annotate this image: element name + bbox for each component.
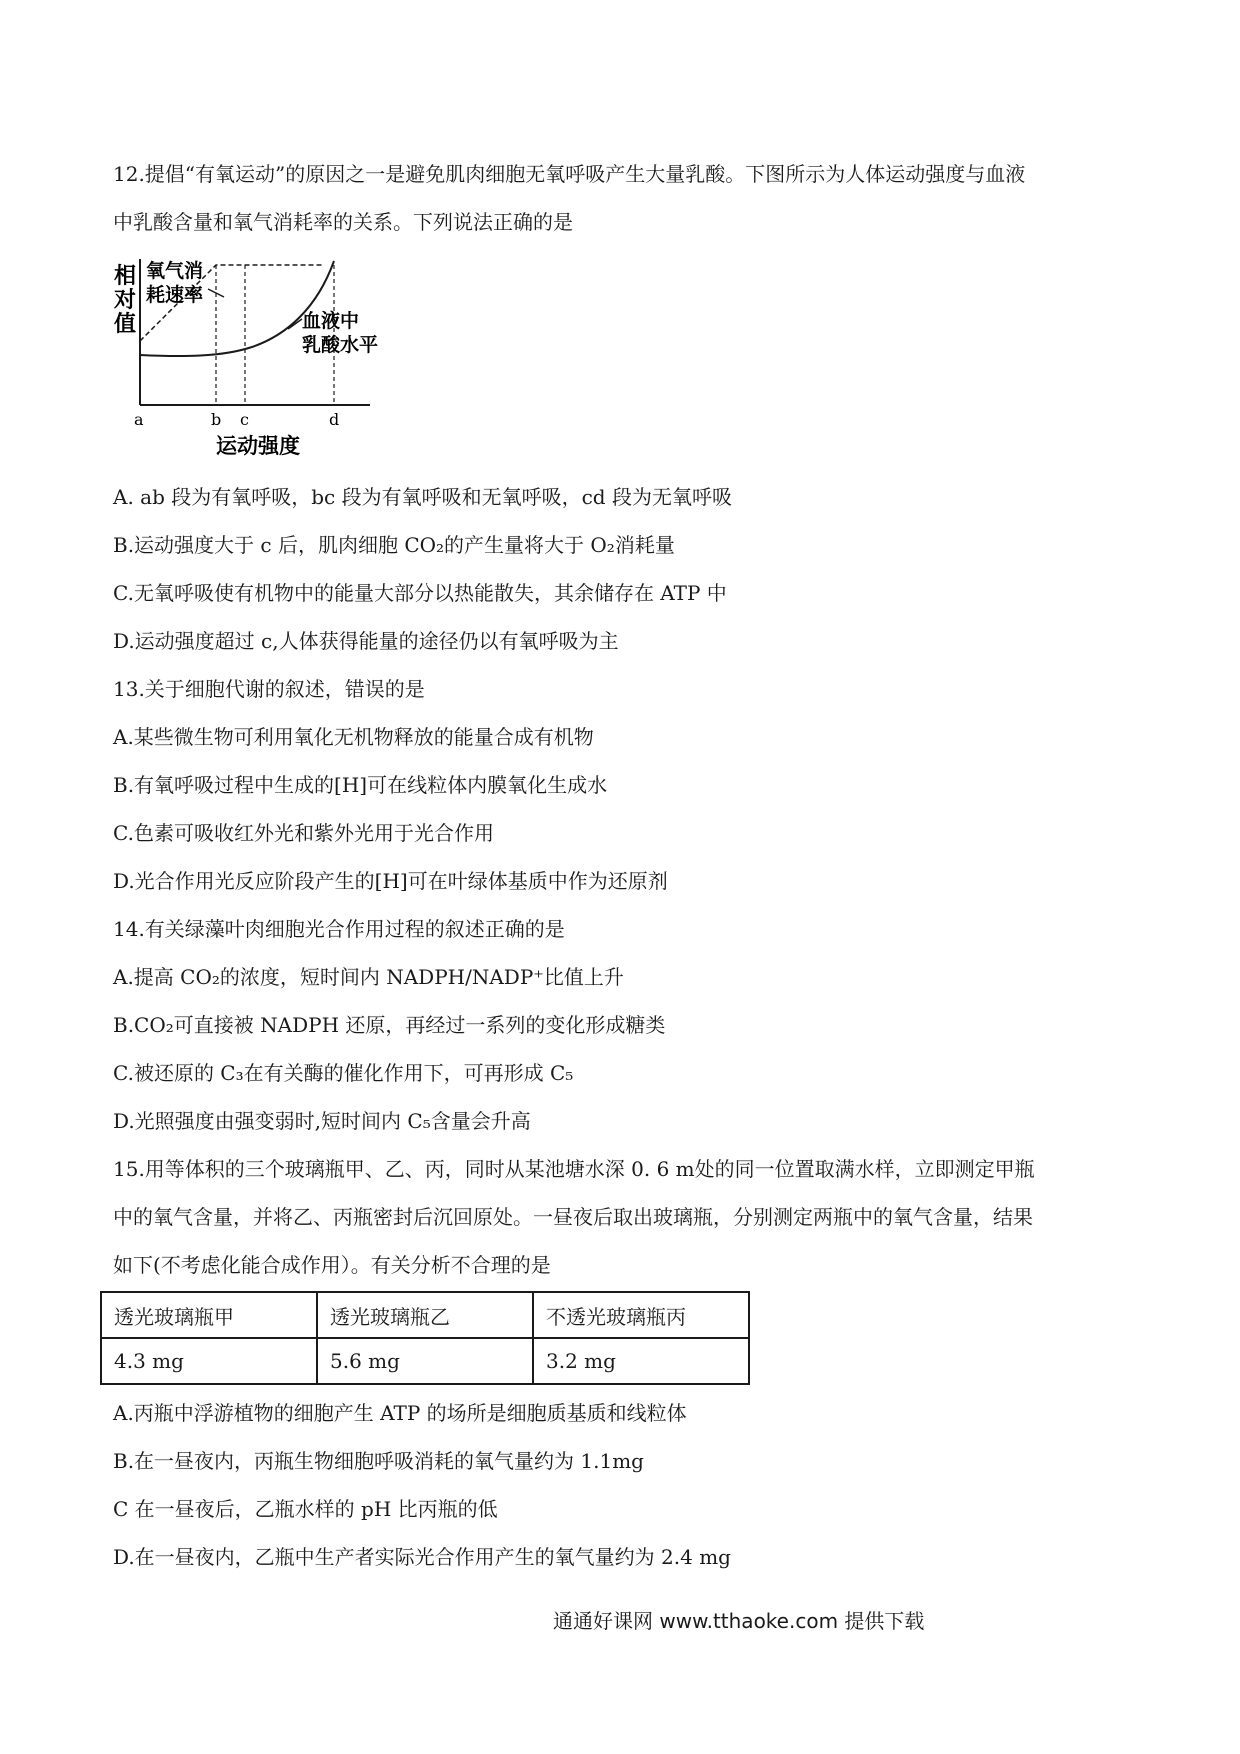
lactate-label-1: 血液中 [302, 310, 360, 332]
tick-a: a [134, 410, 144, 429]
q12-figure [112, 253, 442, 467]
q15-option-a: A.丙瓶中浮游植物的细胞产生 ATP 的场所是细胞质基质和线粒体 [113, 1401, 687, 1425]
ylabel-char-2: 对 [114, 288, 137, 313]
xlabel: 运动强度 [216, 434, 300, 458]
lactate-label-2: 乳酸水平 [302, 334, 379, 356]
q15-table [100, 1291, 750, 1385]
q13-option-a: A.某些微生物可利用氧化无机物释放的能量合成有机物 [113, 725, 594, 749]
ylabel-char-3: 值 [114, 312, 137, 337]
q12-option-b: B.运动强度大于 c 后，肌肉细胞 CO₂的产生量将大于 O₂消耗量 [113, 533, 675, 557]
q14-option-a: A.提高 CO₂的浓度，短时间内 NADPH/NADP⁺比值上升 [113, 965, 624, 989]
lactate-pointer [288, 319, 302, 329]
table-cell: 3.2 mg [533, 1338, 749, 1384]
q13-stem: 13.关于细胞代谢的叙述，错误的是 [113, 677, 425, 701]
table-cell: 4.3 mg [101, 1338, 317, 1384]
q15-option-b: B.在一昼夜内，丙瓶生物细胞呼吸消耗的氧气量约为 1.1mg [113, 1449, 644, 1473]
q15-option-d: D.在一昼夜内，乙瓶中生产者实际光合作用产生的氧气量约为 2.4 mg [113, 1545, 731, 1569]
q12-stem-line1: 12.提倡“有氧运动”的原因之一是避免肌肉细胞无氧呼吸产生大量乳酸。下图所示为人体运动强度与血液 [113, 162, 1026, 186]
q13-option-c: C.色素可吸收红外光和紫外光用于光合作用 [113, 821, 494, 845]
table-row [101, 1338, 749, 1384]
table-header-cell: 透光玻璃瓶甲 [101, 1292, 317, 1338]
q14-option-b: B.CO₂可直接被 NADPH 还原，再经过一系列的变化形成糖类 [113, 1013, 666, 1037]
table-header-row [101, 1292, 749, 1338]
q14-option-d: D.光照强度由强变弱时,短时间内 C₅含量会升高 [113, 1109, 531, 1133]
footer-source: 通通好课网 www.tthaoke.com 提供下载 [553, 1609, 925, 1633]
q12-option-a: A. ab 段为有氧呼吸，bc 段为有氧呼吸和无氧呼吸，cd 段为无氧呼吸 [113, 485, 732, 509]
q15-stem-line2: 中的氧气含量，并将乙、丙瓶密封后沉回原处。一昼夜后取出玻璃瓶，分别测定两瓶中的氧气含量，结果 [113, 1205, 1033, 1229]
oxygen-label-1: 氧气消 [146, 260, 204, 282]
oxygen-label-2: 耗速率 [146, 284, 204, 306]
q14-option-c: C.被还原的 C₃在有关酶的催化作用下，可再形成 C₅ [113, 1061, 574, 1085]
q13-option-b: B.有氧呼吸过程中生成的[H]可在线粒体内膜氧化生成水 [113, 773, 608, 797]
table-header-cell: 不透光玻璃瓶丙 [533, 1292, 749, 1338]
table-header-cell: 透光玻璃瓶乙 [317, 1292, 533, 1338]
tick-b: b [211, 410, 222, 429]
q12-option-d: D.运动强度超过 c,人体获得能量的途径仍以有氧呼吸为主 [113, 629, 619, 653]
q14-stem: 14.有关绿藻叶肉细胞光合作用过程的叙述正确的是 [113, 917, 565, 941]
tick-d: d [329, 410, 340, 429]
q12-stem-line2: 中乳酸含量和氧气消耗率的关系。下列说法正确的是 [113, 210, 573, 234]
table-cell: 5.6 mg [317, 1338, 533, 1384]
q13-option-d: D.光合作用光反应阶段产生的[H]可在叶绿体基质中作为还原剂 [113, 869, 668, 893]
q15-stem-line3: 如下(不考虑化能合成作用）。有关分析不合理的是 [113, 1253, 551, 1277]
q15-stem-line1: 15.用等体积的三个玻璃瓶甲、乙、丙，同时从某池塘水深 0. 6 m处的同一位置取满水样，立即测定甲瓶 [113, 1157, 1035, 1181]
ylabel-char-1: 相 [114, 264, 137, 289]
q12-graph [112, 253, 442, 467]
q15-table-wrap [100, 1291, 750, 1385]
tick-c: c [240, 410, 249, 429]
q12-option-c: C.无氧呼吸使有机物中的能量大部分以热能散失，其余储存在 ATP 中 [113, 581, 727, 605]
q15-option-c: C 在一昼夜后，乙瓶水样的 pH 比丙瓶的低 [113, 1497, 498, 1521]
